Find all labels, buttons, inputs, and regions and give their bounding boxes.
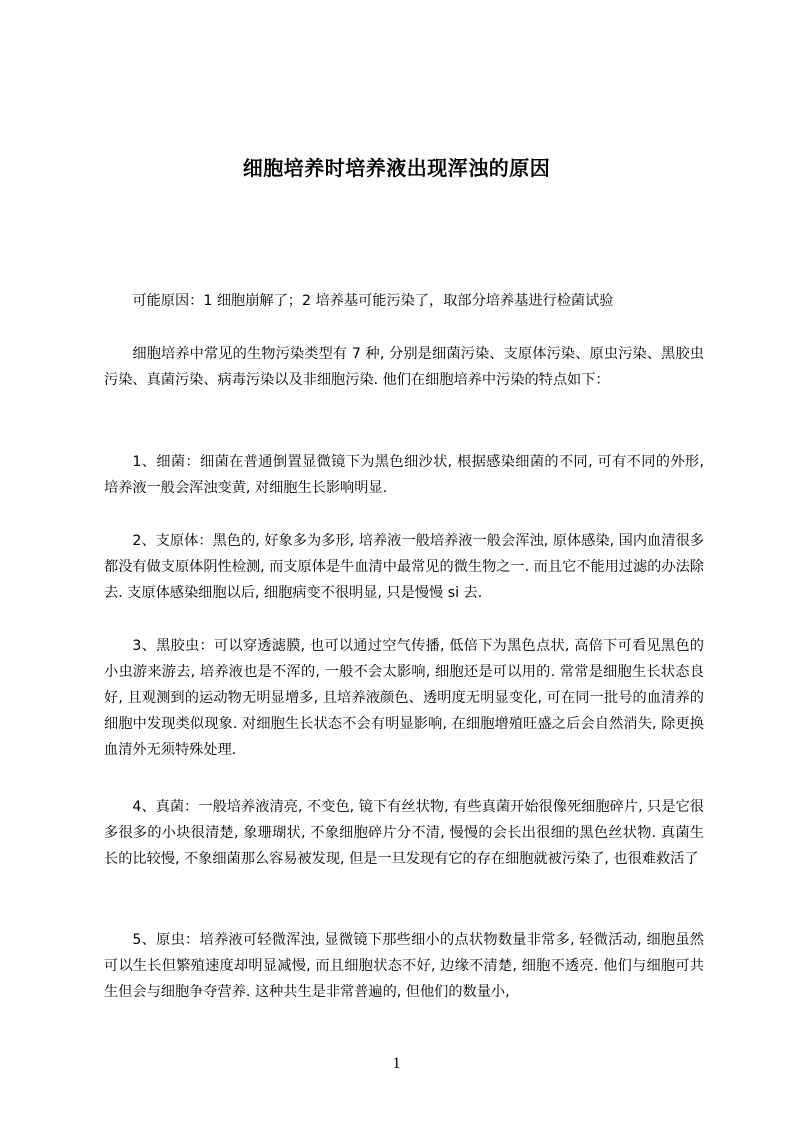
paragraph-fungi: 4、真菌：一般培养液清亮, 不变色, 镜下有丝状物, 有些真菌开始很像死细胞碎片, 只是它很多很多的小块很清楚, 象珊瑚状, 不象细胞碎片分不清, 慢慢的会长出很细的黑色丝状物. 真菌生长的比较慢, 不象细菌那么容易被发现, 但是一旦发现有它的存在细胞就被污染了, 也很难救活了 [104,799,704,867]
paragraph-bacteria: 1、细菌：细菌在普通倒置显微镜下为黑色细沙状, 根据感染细菌的不同, 可有不同的外形, 培养液一般会浑浊变黄, 对细胞生长影响明显. [104,454,704,496]
paragraph-possible-causes: 可能原因：1 细胞崩解了；2 培养基可能污染了，取部分培养基进行检菌试验 [132,293,614,309]
paragraph-black-worm: 3、黑胶虫：可以穿透滤膜, 也可以通过空气传播, 低倍下为黑色点状, 高倍下可看见黑色的小虫游来游去, 培养液也是不浑的, 一般不会太影响, 细胞还是可以用的. 常常是细胞生长状态良好, 且观测到的运动物无明显增多, 且培养液颜色、透明度无明显变化, 可在同一批号的血清养的细胞中发现类似现象. 对细胞生长状态不会有明显影响, 在细胞增殖旺盛之后会自然消失, 除更换血清外无须特殊处理. [104,638,704,758]
paragraph-contamination-types: 细胞培养中常见的生物污染类型有 7 种, 分别是细菌污染、支原体污染、原虫污染、黑胶虫污染、真菌污染、病毒污染以及非细胞污染. 他们在细胞培养中污染的特点如下： [104,346,704,388]
page-title: 细胞培养时培养液出现浑浊的原因 [242,156,551,181]
paragraph-mycoplasma: 2、支原体：黑色的, 好象多为多形, 培养液一般培养液一般会浑浊, 原体感染, 国内血清很多都没有做支原体阴性检测, 而支原体是牛血清中最常见的微生物之一. 而且它不能用过滤的办法除去. 支原体感染细胞以后, 细胞病变不很明显, 只是慢慢 si 去. [104,533,704,601]
paragraph-protozoa: 5、原虫：培养液可轻微浑浊, 显微镜下那些细小的点状物数量非常多, 轻微活动, 细胞虽然可以生长但繁殖速度却明显减慢, 而且细胞状态不好, 边缘不清楚, 细胞不透亮. 他们与细胞可共生但会与细胞争夺营养. 这种共生是非常普遍的, 但他们的数量小, [104,932,704,1000]
page-number: 1 [392,1055,401,1072]
